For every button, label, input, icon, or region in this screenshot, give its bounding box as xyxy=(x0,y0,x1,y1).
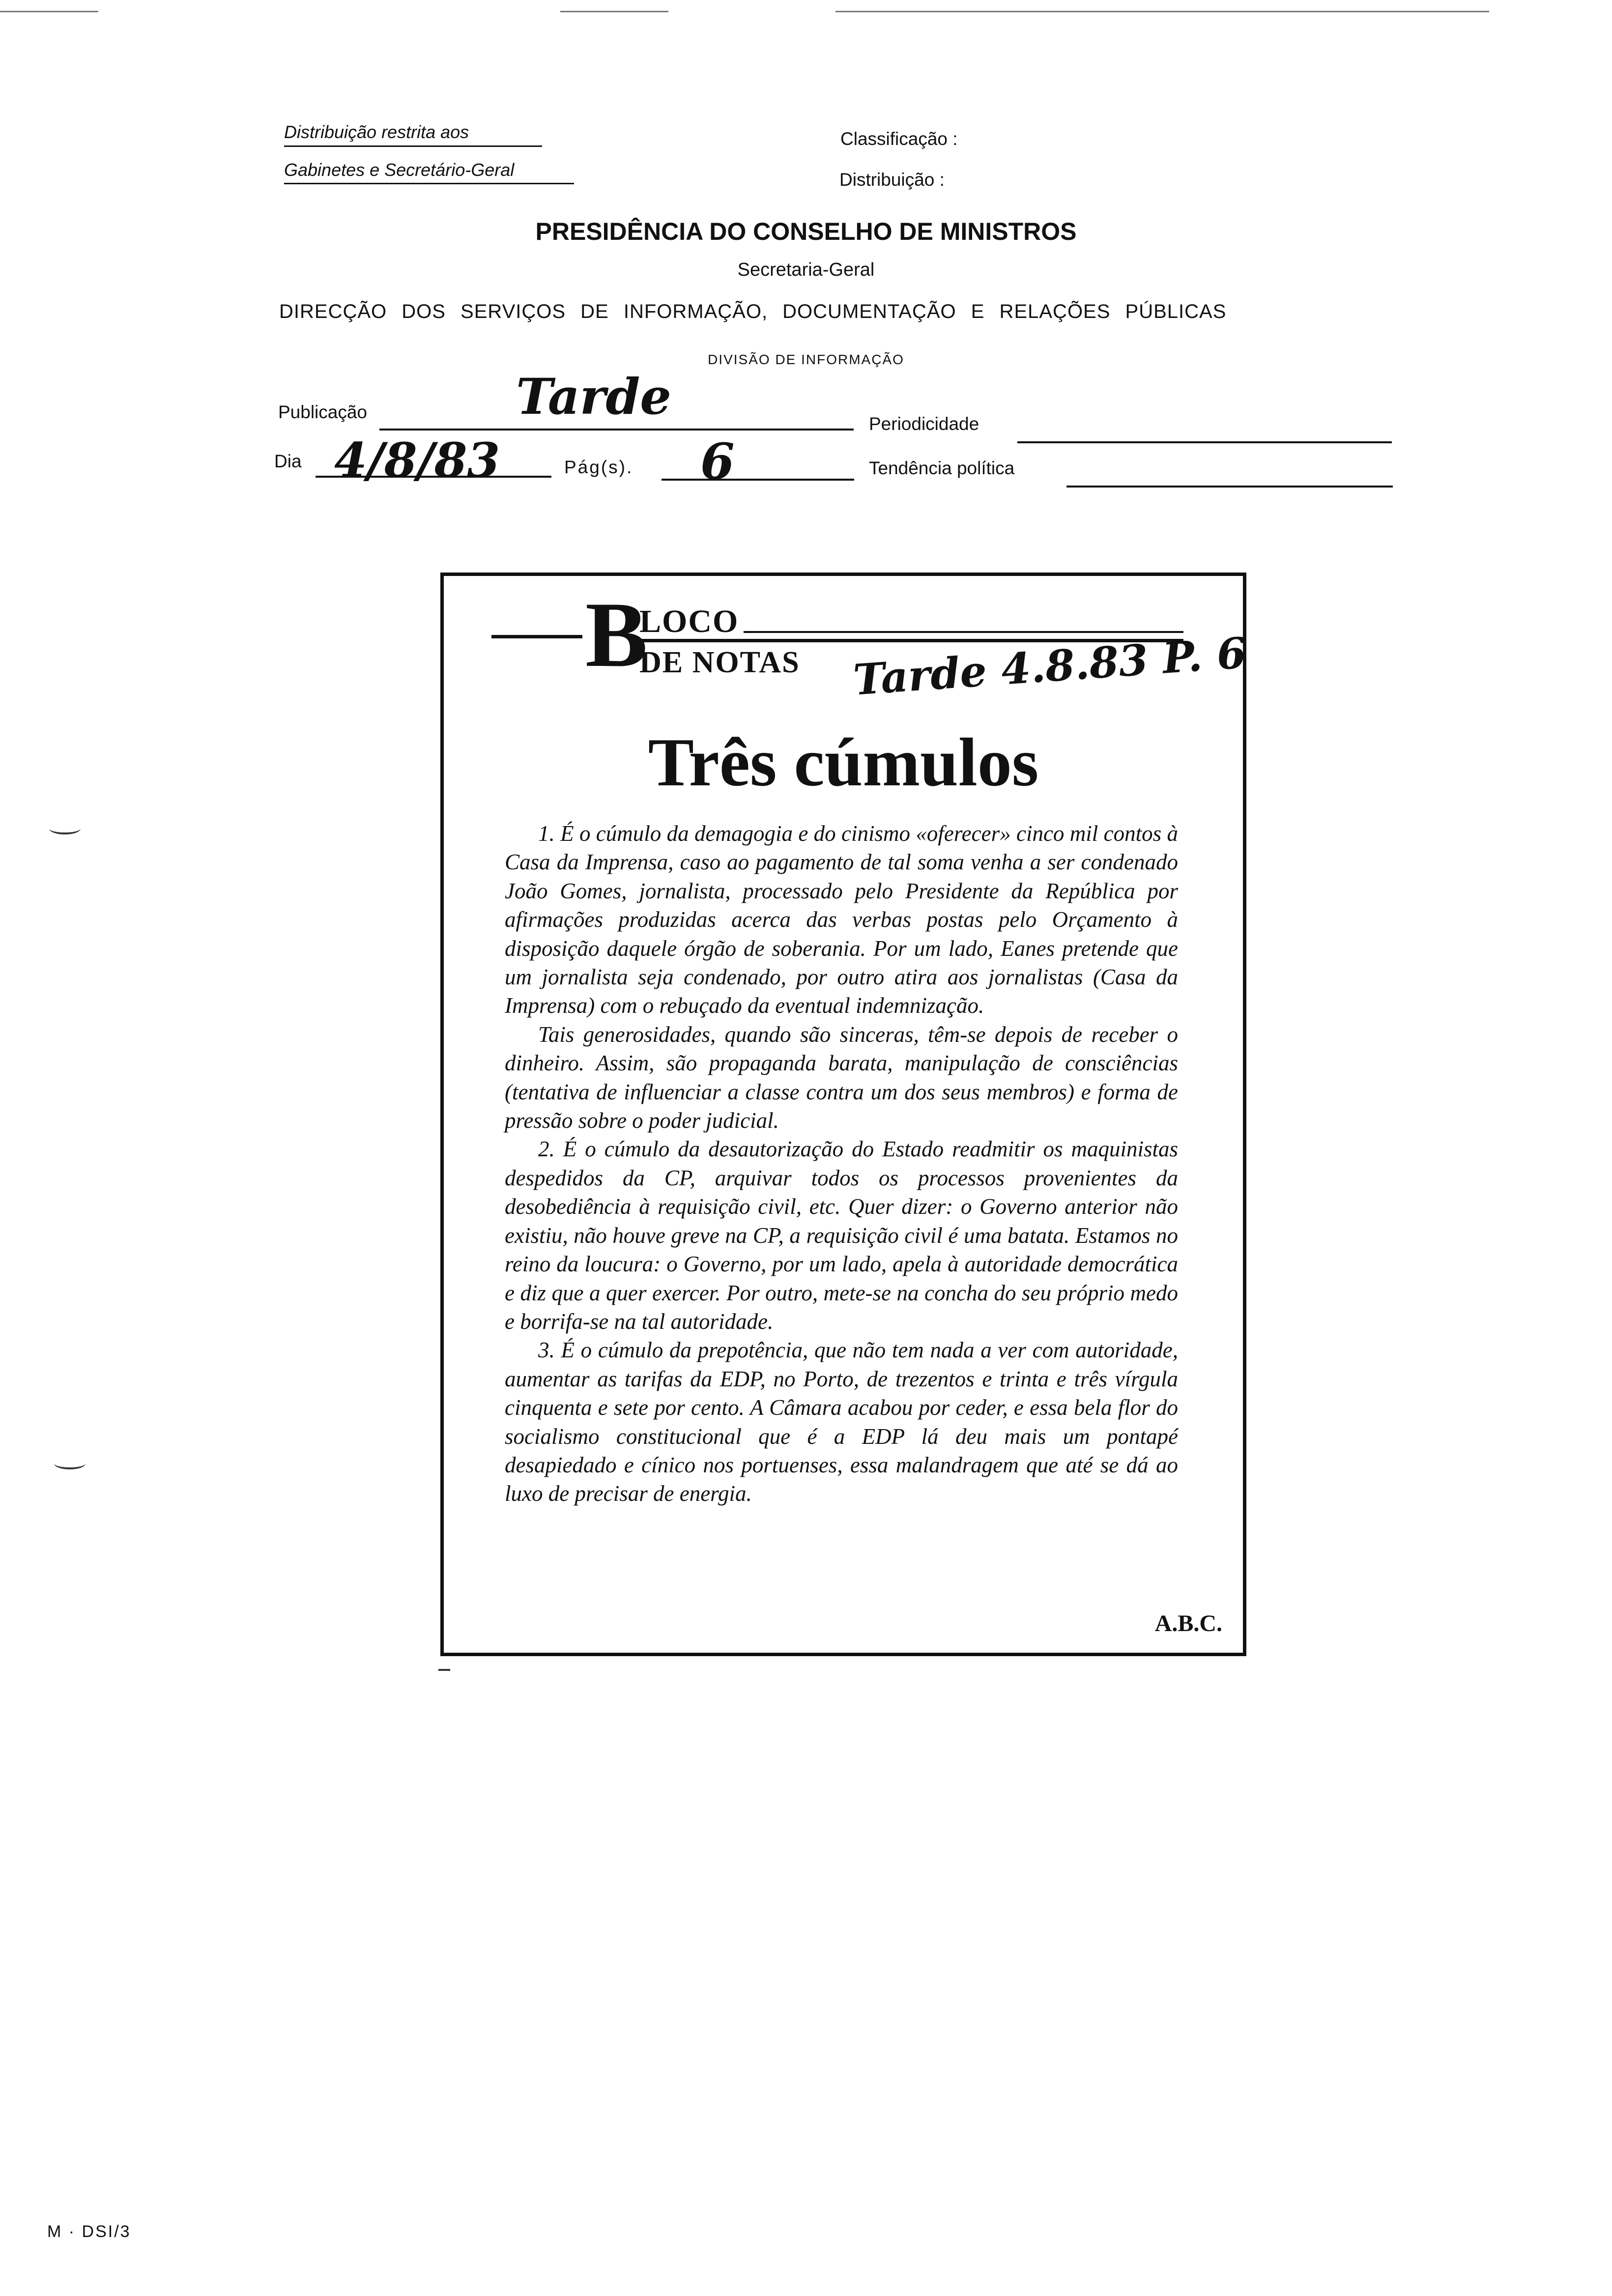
pags-field-line xyxy=(662,479,854,481)
section-dash-left xyxy=(491,635,582,638)
form-code: M · DSI/3 xyxy=(47,2222,131,2241)
distribuicao-label: Distribuição : xyxy=(839,170,945,190)
article-paragraph: 3. É o cúmulo da prepotência, que não tem nada a ver com autoridade, aumentar as tarifas da EDP, no Porto, de trezentos e trinta e três vírgula cinquenta e sete por cento. A Câmara acabou por ceder, e essa bela flor do socialismo constitucional que é a EDP lá deu mais um pontapé desapiedado e cínico nos portuenses, essa malandragem que até se dá ao luxo de precisar de energia. xyxy=(505,1338,1178,1506)
publicacao-field-line xyxy=(379,429,854,430)
page-subtitle: Secretaria-Geral xyxy=(737,259,875,280)
article-paragraph: 1. É o cúmulo da demagogia e do cinismo «oferecer» cinco mil contos à Casa da Imprensa, caso ao pagamento de tal soma venha a ser condenado João Gomes, jornalista, processado pelo Presidente da República por afirmações produzidas acerca das verbas postas pelo Orçamento à disposição daquele órgão de soberania. Por um lado, Eanes pretende que um jornalista seja condenado, por outro atira aos jornalistas (Casa da Imprensa) com o rebuçado da eventual indemnização. xyxy=(505,821,1178,1018)
pags-handwritten-value: 6 xyxy=(700,432,735,490)
page-title: PRESIDÊNCIA DO CONSELHO DE MINISTROS xyxy=(535,218,1077,245)
section-word-de-notas: DE NOTAS xyxy=(639,646,800,679)
distribution-note-line1: Distribuição restrita aos xyxy=(284,122,469,142)
hole-punch-mark xyxy=(49,823,81,834)
publicacao-handwritten-value: Tarde xyxy=(516,368,671,426)
section-word-bloco: LOCO xyxy=(639,603,739,639)
article-signature: A.B.C. xyxy=(1154,1610,1222,1636)
article-title: Três cúmulos xyxy=(648,724,1039,801)
tendencia-label: Tendência política xyxy=(869,458,1015,478)
scan-mark xyxy=(438,1669,450,1671)
direccao-heading: DIRECÇÃO DOS SERVIÇOS DE INFORMAÇÃO, DOCUMENTAÇÃO E RELAÇÕES PÚBLICAS xyxy=(279,301,1227,322)
dia-handwritten-value: 4/8/83 xyxy=(334,432,500,488)
publicacao-label: Publicação xyxy=(278,402,368,422)
section-rule-top xyxy=(744,631,1183,633)
newspaper-clipping xyxy=(440,573,1246,1656)
scan-edge-artifact xyxy=(560,11,668,12)
article-body xyxy=(505,819,1178,1508)
periodicidade-label: Periodicidade xyxy=(869,414,979,434)
section-initial-letter: B xyxy=(585,583,648,687)
underline xyxy=(284,145,542,147)
hole-punch-mark xyxy=(54,1458,86,1469)
divisao-heading: DIVISÃO DE INFORMAÇÃO xyxy=(708,352,904,367)
periodicidade-field-line xyxy=(1017,441,1392,443)
classificacao-label: Classificação : xyxy=(840,129,958,149)
pags-label: Pág(s). xyxy=(564,457,633,477)
scan-edge-artifact xyxy=(835,11,1489,12)
dia-label: Dia xyxy=(274,451,302,471)
scan-edge-artifact xyxy=(0,11,98,12)
tendencia-field-line xyxy=(1066,486,1393,488)
article-paragraph: 2. É o cúmulo da desautorização do Estado readmitir os maquinistas despedidos da CP, arquivar todos os processos provenientes da desobediência à requisição civil, etc. Quer dizer: o Governo anterior não existiu, não houve greve na CP, a requisição civil é uma batata. Estamos no reino da loucura: o Governo, por um lado, apela à autoridade democrática e diz que a quer exercer. Por outro, mete-se na concha do seu próprio medo e borrifa-se na tal autoridade. xyxy=(505,1137,1178,1334)
handwritten-source-note: Tarde 4.8.83 P. 6 xyxy=(852,628,1248,705)
distribution-note-line2: Gabinetes e Secretário-Geral xyxy=(284,160,515,180)
article-paragraph: Tais generosidades, quando são sinceras, têm-se depois de receber o dinheiro. Assim, são propaganda barata, manipulação de consciências (tentativa de influenciar a classe contra um dos seus membros) e forma de pressão sobre o poder judicial. xyxy=(505,1022,1178,1133)
underline xyxy=(284,183,574,184)
